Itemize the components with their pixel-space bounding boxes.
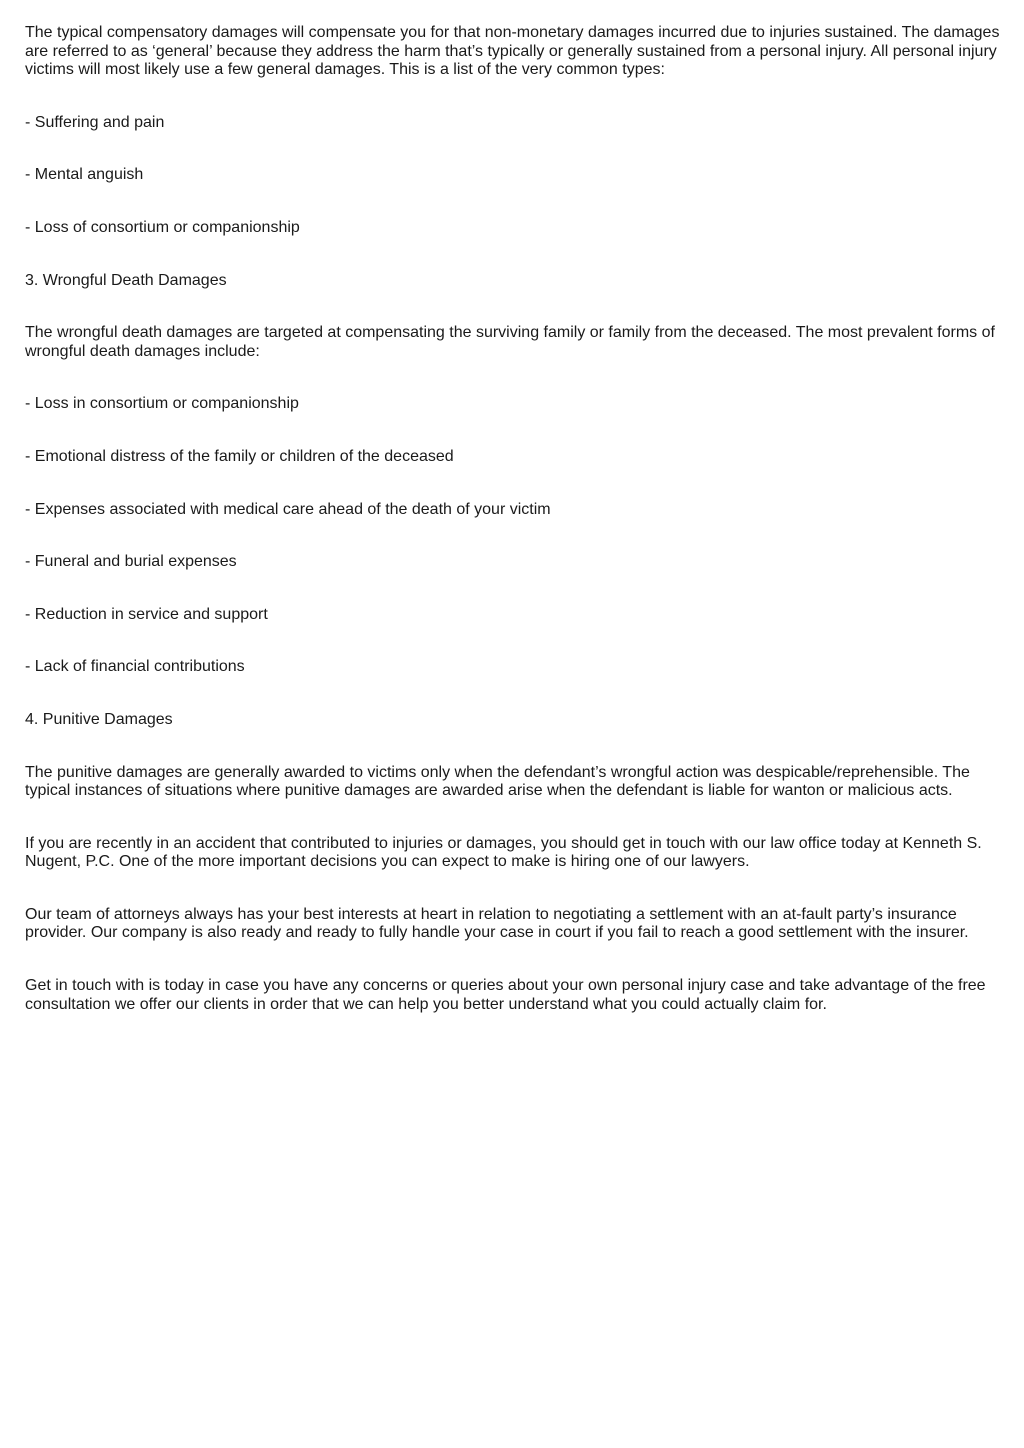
paragraph-general-damages-intro: The typical compensatory damages will compensate you for that non-monetary damages incurred due to injuries sustained. The damages are referred to as ‘general’ because they address the harm that’s typically or generally sustained from a personal injury. All personal injury victims will most likely use a few general damages. This is a list of the very common types: xyxy=(25,24,1000,79)
list-item-loss-in-consortium: - Loss in consortium or companionship xyxy=(25,395,299,413)
list-item-reduction-in-service: - Reduction in service and support xyxy=(25,605,268,623)
section-heading-wrongful-death: 3. Wrongful Death Damages xyxy=(25,271,227,289)
list-item-mental-anguish: - Mental anguish xyxy=(25,166,144,184)
paragraph-punitive-damages: The punitive damages are generally awarded to victims only when the defendant’s wrongful action was despicable/reprehensible. The typical instances of situations where punitive damages are awarded arise when the defendant is liable for wanton or malicious acts. xyxy=(25,763,970,800)
paragraph-free-consultation: Get in touch with is today in case you have any concerns or queries about your own personal injury case and take advantage of the free consultation we offer our clients in order that we can help you better understand what you could actually claim for. xyxy=(25,977,986,1013)
list-item-emotional-distress: - Emotional distress of the family or children of the deceased xyxy=(25,447,454,465)
list-item-financial-contributions: - Lack of financial contributions xyxy=(25,658,245,676)
list-item-loss-of-consortium: - Loss of consortium or companionship xyxy=(25,218,300,236)
paragraph-contact-law-office: If you are recently in an accident that contributed to injuries or damages, you should get in touch with our law office today at Kenneth S. Nugent, P.C. One of the more important decisions you can expect to make is hiring one of our lawyers. xyxy=(25,834,982,871)
document-body xyxy=(25,24,1000,1048)
list-item-funeral-expenses: - Funeral and burial expenses xyxy=(25,553,237,571)
list-item-suffering-and-pain: - Suffering and pain xyxy=(25,113,165,131)
section-heading-punitive: 4. Punitive Damages xyxy=(25,710,173,728)
paragraph-attorneys-team: Our team of attorneys always has your best interests at heart in relation to negotiating a settlement with an at-fault party’s insurance provider. Our company is also ready and ready to fully handle your case in court if you fail to reach a good settlement with the insurer. xyxy=(25,905,969,942)
paragraph-wrongful-death-intro: The wrongful death damages are targeted at compensating the surviving family or family from the deceased. The most prevalent forms of wrongful death damages include: xyxy=(25,324,995,360)
list-item-medical-expenses: - Expenses associated with medical care ahead of the death of your victim xyxy=(25,500,551,518)
